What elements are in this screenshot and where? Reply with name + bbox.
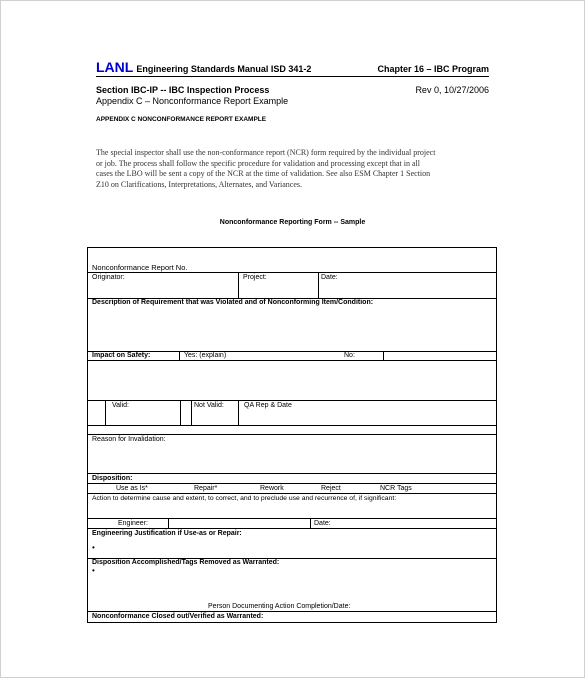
bullet-point: • — [92, 566, 95, 575]
reason-label: Reason for Invalidation: — [92, 436, 166, 443]
impact-label: Impact on Safety: — [92, 352, 151, 359]
form-divider — [383, 351, 384, 360]
ncr-form — [87, 247, 497, 623]
no-label: No: — [344, 352, 355, 359]
disp-accomplished-label: Disposition Accomplished/Tags Removed as Warranted: — [92, 559, 280, 566]
form-title: Nonconformance Reporting Form -- Sample — [219, 219, 366, 226]
chapter-title: Chapter 16 – IBC Program — [377, 64, 489, 74]
not-valid-label: Not Valid: — [194, 402, 224, 409]
form-rule — [88, 483, 496, 484]
intro-paragraph — [96, 148, 491, 190]
form-divider — [105, 400, 106, 425]
yes-label: Yes: (explain) — [184, 352, 227, 359]
form-rule — [88, 425, 496, 426]
form-rule — [88, 611, 496, 612]
intro-line: cases the LBO will be sent a copy of the NCR at the time of validation. See also ESM Chapter 1 Section — [96, 169, 431, 178]
page-header — [96, 59, 489, 77]
form-divider — [310, 518, 311, 528]
revision-text: Rev 0, 10/27/2006 — [415, 85, 489, 95]
use-as-is-option: Use as Is* — [116, 485, 148, 492]
form-rule — [88, 400, 496, 401]
rework-option: Rework — [260, 485, 284, 492]
appendix-subtitle: Appendix C – Nonconformance Report Example — [96, 96, 289, 106]
reject-option: Reject — [321, 485, 341, 492]
engineer-label: Engineer: — [118, 520, 148, 527]
disposition-label: Disposition: — [92, 475, 133, 482]
ncr-tags-option: NCR Tags — [380, 485, 412, 492]
form-divider — [238, 400, 239, 425]
section-title: Section IBC-IP -- IBC Inspection Process — [96, 85, 270, 95]
originator-label: Originator: — [92, 274, 125, 281]
ncr-number-label: Nonconformance Report No. — [92, 263, 188, 272]
intro-line: The special inspector shall use the non-conformance report (NCR) form required by the individual project — [96, 148, 436, 157]
closed-out-label: Nonconformance Closed out/Verified as Warranted: — [92, 613, 264, 620]
form-divider — [191, 400, 192, 425]
form-rule — [88, 473, 496, 474]
form-divider — [238, 272, 239, 298]
intro-line: or job. The process shall follow the specific procedure for validation and processing except that in all — [96, 158, 420, 168]
form-divider — [179, 351, 180, 360]
eng-justification-label: Engineering Justification if Use-as or Repair: — [92, 530, 242, 537]
form-rule — [88, 272, 496, 273]
form-divider — [168, 518, 169, 528]
brand-logo: LANL — [96, 59, 134, 75]
manual-title: Engineering Standards Manual ISD 341-2 — [136, 64, 312, 74]
description-label: Description of Requirement that was Violated and of Nonconforming Item/Condition: — [92, 299, 374, 306]
intro-line: Z10 on Clarifications, Interpretations, Alternates, and Variances. — [96, 179, 303, 189]
qa-rep-label: QA Rep & Date — [244, 402, 292, 409]
form-rule — [88, 528, 496, 529]
date2-label: Date: — [314, 520, 331, 527]
form-divider — [318, 272, 319, 298]
section-header — [96, 85, 489, 95]
form-rule — [88, 434, 496, 435]
bullet-point: • — [92, 543, 95, 552]
action-label: Action to determine cause and extent, to correct, and to preclude use and recurrence of, if significant: — [92, 495, 397, 502]
form-rule — [88, 360, 496, 361]
appendix-heading: APPENDIX C NONCONFORMANCE REPORT EXAMPLE — [96, 116, 267, 123]
form-rule — [88, 518, 496, 519]
form-rule — [88, 493, 496, 494]
form-divider — [180, 400, 181, 425]
date-label: Date: — [321, 274, 338, 281]
person-documenting-label: Person Documenting Action Completion/Date: — [208, 603, 351, 610]
project-label: Project: — [243, 274, 267, 281]
repair-option: Repair* — [194, 485, 218, 492]
valid-label: Valid: — [112, 402, 129, 409]
